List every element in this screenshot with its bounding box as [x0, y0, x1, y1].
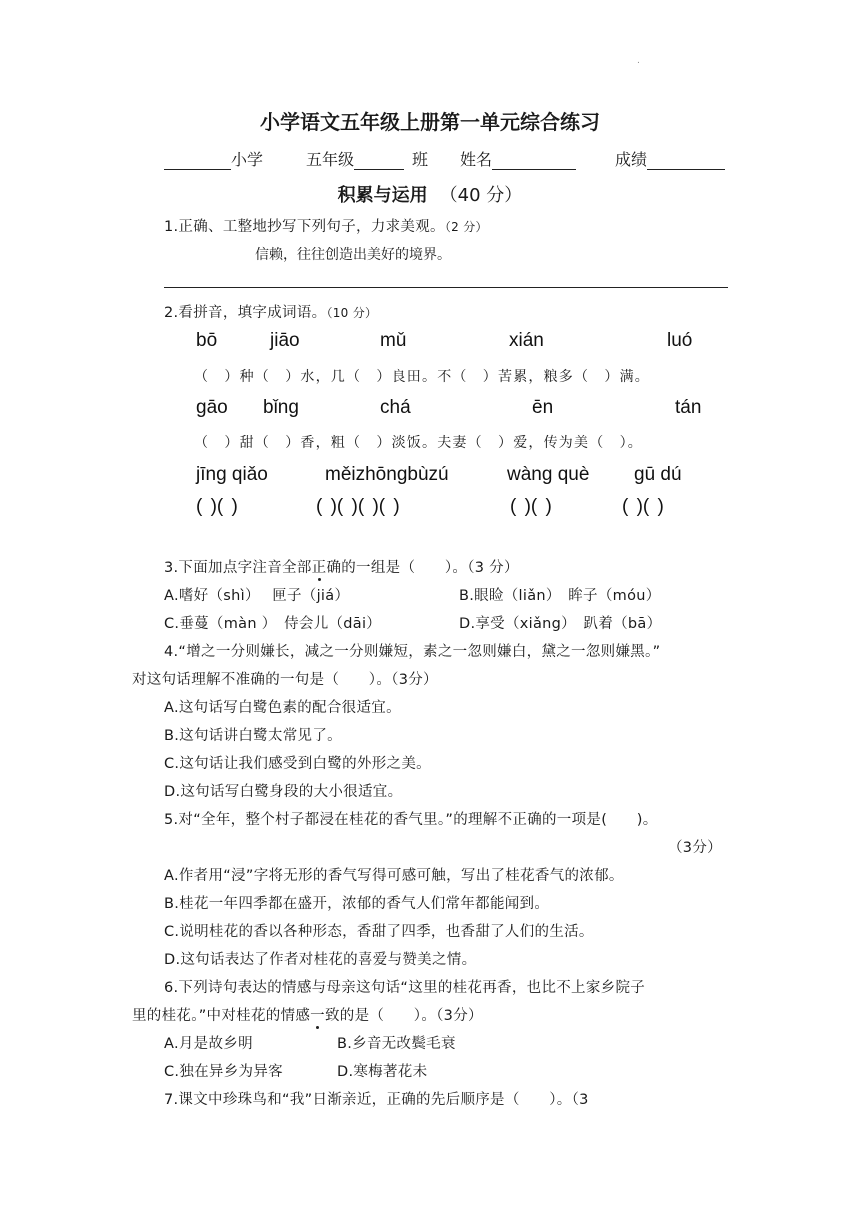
section-title: 积累与运用 — [337, 185, 428, 206]
answer-parens-1[interactable]: ( )( ) — [196, 496, 238, 517]
q3-text-b: 确的一组是（ ）。（3 分） — [326, 560, 519, 576]
name-blank[interactable] — [492, 152, 576, 170]
school-blank[interactable] — [164, 152, 231, 170]
q3-option-d[interactable]: D.享受（xiǎng） 趴着（bā） — [459, 616, 662, 632]
score-blank[interactable] — [647, 152, 725, 170]
q6-option-c[interactable]: C.独在异乡为异客 — [164, 1064, 283, 1080]
q7-line-1: 7.课文中珍珠鸟和“我”日渐亲近，正确的先后顺序是（ ）。（3 — [164, 1092, 589, 1108]
answer-parens-2[interactable]: ( )( )( )( ) — [316, 496, 400, 517]
pinyin-10: tán — [675, 397, 702, 418]
pinyin-7: bǐng — [263, 397, 299, 418]
score-label: 成绩 — [615, 150, 648, 169]
pinyin-6: gāo — [196, 397, 228, 418]
pinyin-1: bō — [196, 330, 218, 351]
q1-answer-line[interactable] — [164, 287, 728, 288]
student-info-row — [164, 147, 263, 170]
q5-points: （3分） — [668, 840, 722, 856]
name-group — [460, 147, 576, 170]
answer-parens-3[interactable]: ( )( ) — [510, 496, 552, 517]
q6-text-b: 致的是（ ）。（3分） — [324, 1008, 483, 1024]
q1-points: （2 分） — [444, 220, 488, 234]
answer-parens-4[interactable]: ( )( ) — [622, 496, 664, 517]
pinyin-8: chá — [380, 397, 411, 418]
fill-row-2[interactable]: （ ）甜（ ）香，粗（ ）淡饭。夫妻（ ）爱，传为美（ ）。 — [194, 435, 643, 451]
class-blank[interactable] — [354, 152, 404, 170]
question-3 — [164, 556, 519, 577]
score-group — [615, 147, 725, 170]
question-1 — [164, 215, 488, 236]
q6-line-1: 6.下列诗句表达的情感与母亲这句话“这里的桂花再香，也比不上家乡院子 — [164, 980, 646, 996]
pinyin-2: jiāo — [270, 330, 300, 351]
q5-option-d[interactable]: D.这句话表达了作者对桂花的喜爱与赞美之情。 — [164, 952, 477, 968]
pinyin-13: wàng què — [507, 464, 590, 485]
q1-text: 1.正确、工整地抄写下列句子，力求美观。 — [164, 219, 445, 235]
pinyin-3: mǔ — [380, 330, 407, 351]
q3-option-b[interactable]: B.眼睑（liǎn） 眸子（móu） — [459, 588, 661, 604]
q6-option-b[interactable]: B.乡音无改鬓毛衰 — [337, 1036, 456, 1052]
q5-option-b[interactable]: B.桂花一年四季都在盛开，浓郁的香气人们常年都能闻到。 — [164, 896, 550, 912]
pinyin-11: jīng qiǎo — [196, 464, 268, 485]
pinyin-5: luó — [667, 330, 693, 351]
q3-option-c[interactable]: C.垂蔓（màn ） 侍会儿（dāi） — [164, 616, 382, 632]
q6-option-a[interactable]: A.月是故乡明 — [164, 1036, 253, 1052]
q1-sentence: 信赖，往往创造出美好的境界。 — [255, 247, 451, 263]
q6-line-2 — [132, 1004, 483, 1025]
fill-row-1[interactable]: （ ）种（ ）水，几（ ）良田。不（ ）苦累，粮多（ ）满。 — [194, 369, 650, 385]
q3-emphasis-char: 正 — [311, 560, 327, 576]
page-title: 小学语文五年级上册第一单元综合练习 — [260, 110, 600, 134]
grade-label: 五年级 — [306, 150, 355, 169]
name-label: 姓名 — [460, 150, 493, 169]
pinyin-4: xián — [509, 330, 544, 351]
question-2 — [164, 301, 377, 322]
pinyin-12: měizhōngbùzú — [325, 464, 449, 485]
section-points: （40 分） — [439, 185, 523, 206]
q3-option-a[interactable]: A.嗜好（shì） 匣子（jiá） — [164, 588, 350, 604]
section-heading — [0, 181, 860, 207]
q4-option-a[interactable]: A.这句话写白鹭色素的配合很适宜。 — [164, 700, 401, 716]
pinyin-14: gū dú — [634, 464, 682, 485]
q6-emphasis-char: 一 — [310, 1008, 325, 1024]
q2-points: （10 分） — [326, 306, 378, 320]
school-label: 小学 — [231, 150, 264, 169]
q5-option-c[interactable]: C.说明桂花的香以各种形态，香甜了四季，也香甜了人们的生活。 — [164, 924, 594, 940]
q4-option-c[interactable]: C.这句话让我们感受到白鹭的外形之美。 — [164, 756, 431, 772]
pinyin-9: ēn — [532, 397, 554, 418]
grade-class-group — [306, 147, 428, 170]
q6-text-a: 里的桂花。”中对桂花的情感 — [132, 1008, 311, 1024]
q4-line-2: 对这句话理解不准确的一句是（ ）。（3分） — [132, 672, 438, 688]
q3-text-a: 3.下面加点字注音全部 — [164, 560, 312, 576]
q4-option-d[interactable]: D.这句话写白鹭身段的大小很适宜。 — [164, 784, 403, 800]
class-label: 班 — [412, 150, 429, 169]
q6-option-d[interactable]: D.寒梅著花未 — [337, 1064, 428, 1080]
q5-line-1: 5.对“全年，整个村子都浸在桂花的香气里。”的理解不正确的一项是( )。 — [164, 812, 658, 828]
q5-option-a[interactable]: A.作者用“浸”字将无形的香气写得可感可触，写出了桂花香气的浓郁。 — [164, 868, 624, 884]
q4-option-b[interactable]: B.这句话讲白鹭太常见了。 — [164, 728, 342, 744]
corner-mark: . — [637, 56, 640, 66]
q4-line-1: 4.“增之一分则嫌长，减之一分则嫌短，素之一忽则嫌白，黛之一忽则嫌黑。” — [164, 644, 661, 660]
q2-text: 2.看拼音，填字成词语。 — [164, 305, 327, 321]
